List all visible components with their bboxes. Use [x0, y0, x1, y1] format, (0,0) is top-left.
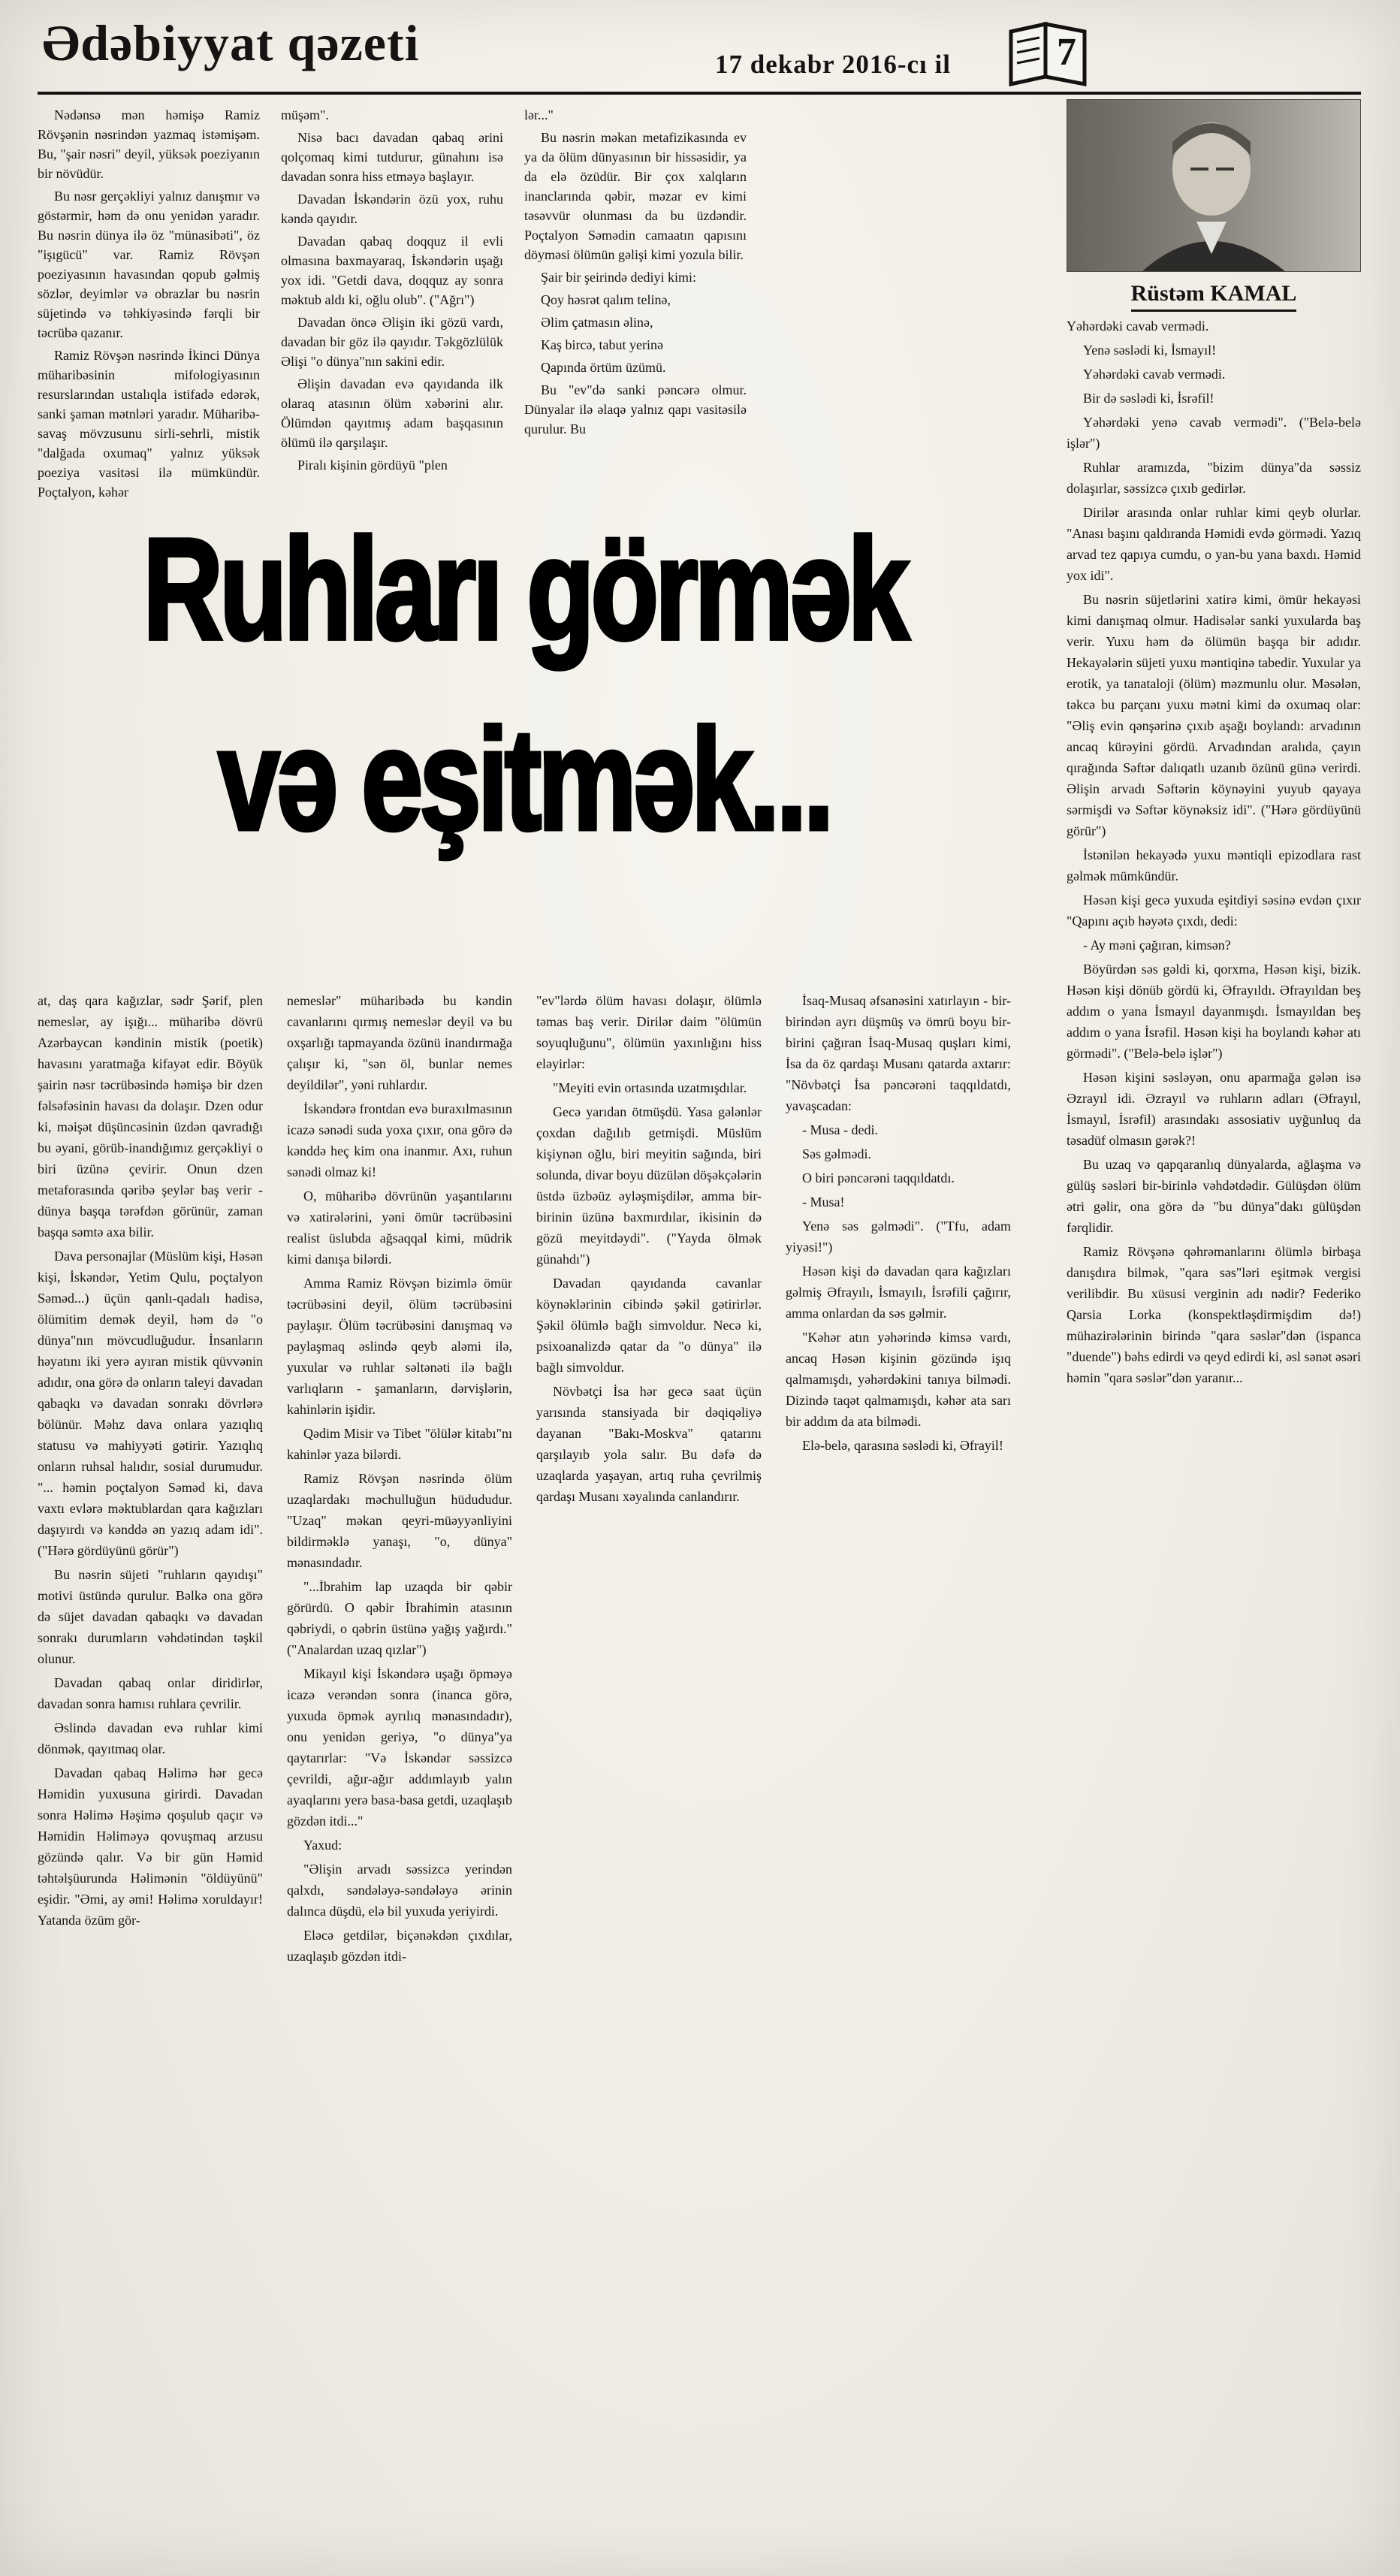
- portrait-photo: [1067, 99, 1361, 272]
- paragraph: İstənilən hekayədə yuxu məntiqli epizodlara rast gəlmək mümkündür.: [1067, 847, 1361, 883]
- headline-line-1: Ruhları görmək: [143, 509, 906, 670]
- paragraph: Həsən kişi də davadan qara kağızları gəlmiş Əfrayılı, İsmayılı, İsrəfili çağırır, amma onlardan da səs gəlmir.: [786, 1264, 1011, 1321]
- paragraph: Bu nəsrin süjeti "ruhların qayıdışı" motivi üstündə qurulur. Bəlkə ona görə də süjet davadan qabaqkı və davadan sonrakı durumların vəhdətindən təşkil olunur.: [38, 1567, 263, 1666]
- paragraph: Yəhərdəki yenə cavab vermədi". ("Belə-belə işlər"): [1067, 415, 1361, 451]
- paragraph: Dirilər arasında onlar ruhlar kimi qeyb olurlar. "Anası başını qaldıranda Həmidi evdə görmədi. Yazıq arvad tez qapıya cumdu, o yan-bu yana baxdı. Həmid yox idi".: [1067, 505, 1361, 583]
- paragraph: Eləcə getdilər, biçənəkdən çıxdılar, uzaqlaşıb gözdən itdi-: [287, 1928, 512, 1964]
- paragraph: "...İbrahim lap uzaqda bir qəbir görürdü. O qəbir İbrahimin atasının qəbriydi, o qəbrin üstünə yağış yağırdı." ("Analardan uzaq qızlar"): [287, 1579, 512, 1657]
- article-column-top-3: [524, 105, 747, 520]
- paragraph: "Əlişin arvadı səssizcə yerindən qalxdı, səndələyə-səndələyə ərinin dalınca düşdü, elə bil yuxuda yeriyirdi.: [287, 1862, 512, 1919]
- headline-line-2: və eşitmək...: [218, 699, 831, 861]
- paragraph: Nədənsə mən həmişə Ramiz Rövşənin nəsrindən yazmaq istəmişəm. Bu, "şair nəsri" deyil, yüksək poeziyanın bir növüdür.: [38, 107, 260, 181]
- paragraph: Piralı kişinin gördüyü "plen: [297, 458, 448, 473]
- author-photo: [1067, 99, 1361, 312]
- article-column-bottom-3: [536, 990, 762, 2544]
- paragraph: Yenə səslədi ki, İsmayıl!: [1083, 343, 1217, 358]
- paragraph: Qapında örtüm üzümü.: [541, 360, 666, 375]
- paragraph: - Musa!: [802, 1194, 845, 1209]
- paragraph: - Musa - dedi.: [802, 1122, 878, 1137]
- paragraph: Davadan qabaq Həlimə hər gecə Həmidin yuxusuna girirdi. Davadan sonra Həlimə Həşimə qoşulub qaçır və Həmidin Həliməyə qovuşmaq arzusu gözündə qalır. Və bir gün Həmid təhtəlşüurunda Həlimənin "öldüyünü" eşidir. "Əmi, ay əmi! Həlimə xoruldayır! Yatanda özüm gör-: [38, 1765, 263, 1928]
- paragraph: "ev"lərdə ölüm havası dolaşır, ölümlə təmas baş verir. Dirilər daim "ölümün soyuqluğunu", ölümün yaxınlığını hiss eləyirlər:: [536, 993, 762, 1071]
- article-bottom-columns: [38, 990, 1011, 2544]
- paragraph: Davadan qabaq doqquz il evli olmasına baxmayaraq, İskəndərin uşağı yox idi. "Getdi dava, doqquz ay sonra məktub aldı ki, oğlu olub". ("Ağrı"): [281, 234, 503, 307]
- paragraph: Davadan öncə Əlişin iki gözü vardı, davadan bir göz ilə qayıdır. Təkgözlülük Əlişi "o dünya"nın sakini edir.: [281, 315, 503, 369]
- paragraph: Bu nəsrin məkan metafizikasında ev ya da ölüm dünyasının bir hissəsidir, ya da elə özüdür. Bir çox xalqların inanclarında qəbir, məzar ev kimi təsəvvür olunması da bu üzdəndir. Poçtalyon Səmədin camaatın qapısını döyməsi ölümün gəlişi kimi yozula bilir.: [524, 130, 747, 262]
- paragraph: Bu uzaq və qapqaranlıq dünyalarda, ağlaşma və gülüş səsləri bir-birinlə vəhdətdədir. Gülüşdən ölüm ətri gəlir, ona görə də "bu dünya"dakı gülüşdən fərqlidir.: [1067, 1157, 1361, 1235]
- paragraph: - Ay məni çağıran, kimsən?: [1083, 938, 1231, 953]
- paragraph: Davadan qabaq onlar diridirlər, davadan sonra hamısı ruhlara çevrilir.: [38, 1675, 263, 1711]
- paragraph: Yəhərdəki cavab vermədi.: [1067, 319, 1209, 334]
- paragraph: "Meyiti evin ortasında uzatmışdılar.: [553, 1080, 747, 1095]
- article-column-bottom-1: [38, 990, 263, 2544]
- paragraph: Növbətçi İsa hər gecə saat üçün yarısında stansiyada bir dəqiqəliyə dayanan "Bakı-Moskva" qatarını qarşılayıb yola salır. Bu dəfə də uzaqlarda yaşayan, artıq ruha çevrilmiş qardaşı Musanı xəyalında canlandırır.: [536, 1384, 762, 1504]
- paragraph: Kaş bircə, tabut yerinə: [541, 337, 663, 352]
- article-column-right: [1067, 316, 1361, 2545]
- paragraph: Davadan İskəndərin özü yox, ruhu kəndə qayıdır.: [281, 192, 503, 226]
- paragraph: müşəm".: [281, 107, 329, 122]
- paragraph: Qoy həsrət qalım telinə,: [541, 292, 671, 307]
- paragraph: Ramiz Rövşən nəsrində ölüm uzaqlardakı məchulluğun hüdududur. "Uzaq" məkan qeyri-müəyyənliyini bildirməklə yanaşı, "o, dünya" mənasındadır.: [287, 1471, 512, 1570]
- paragraph: Bu "ev"də sanki pəncərə olmur. Dünyalar ilə əlaqə yalnız qapı vasitəsilə qurulur. Bu: [524, 382, 747, 436]
- paragraph: Yenə səs gəlmədi". ("Tfu, adam yiyəsi!"): [786, 1219, 1011, 1255]
- article-top-columns: [38, 105, 747, 520]
- paragraph: lər...": [524, 107, 554, 122]
- paragraph: Səs gəlmədi.: [802, 1146, 871, 1161]
- issue-date: 17 dekabr 2016-cı il: [715, 50, 951, 79]
- paragraph: Davadan qayıdanda cavanlar köynəklərinin cibində şəkil gətirirlər. Şəkil ölümlə bağlı simvoldur. Necə ki, psixoanalizdə qatar da "o dünya" ilə bağlı simvoldur.: [536, 1276, 762, 1375]
- page-number: 7: [1057, 31, 1076, 74]
- newspaper-title: Ədəbiyyat qəzeti: [42, 14, 420, 71]
- paragraph: Böyürdən səs gəldi ki, qorxma, Həsən kişi, bizik. Həsən kişi dönüb gördü ki, Əfrayıldı. Əfrayıldan beş addım o yana İsmayıl dayanmışdı. İsmayıldan beş addım o yana İsrəfil. Həsən kişi ha boylandı kəhər atı görmədi". ("Belə-belə işlər"): [1067, 962, 1361, 1061]
- paragraph: Qədim Misir və Tibet "ölülər kitabı"nı kahinlər yaza bilərdi.: [287, 1426, 512, 1462]
- paragraph: İskəndərə frontdan evə buraxılmasının icazə sənədi suda yoxa çıxır, ona görə də kənddə heç kim ona inanmır. Axı, ruhun sənədi olmaz ki!: [287, 1101, 512, 1179]
- paragraph: İsaq-Musaq əfsanəsini xatırlayın - bir-birindən ayrı düşmüş və ömrü boyu bir-birini çağıran İsaq-Musaq quşları kimi, İsa da öz qardaşı Musanı qatarda axtarır: "Növbətçi İsa pəncərəni taqqıldatdı, yavaşcadan:: [786, 993, 1011, 1113]
- paragraph: Elə-belə, qarasına səslədi ki, Əfrayil!: [802, 1438, 1003, 1453]
- paragraph: Şair bir şeirində dediyi kimi:: [541, 270, 696, 285]
- paragraph: Əslində davadan evə ruhlar kimi dönmək, qayıtmaq olar.: [38, 1720, 263, 1756]
- paragraph: Ramiz Rövşənə qəhrəmanlarını ölümlə birbaşa danışdıra bilmək, "qara səs"ləri eşitmək vergisi verilibdir. Bu xüsusi verginin adı nədir? Federiko Qarsia Lorka (konspektləşdirmişdim də!) mühazirələrinin birində "qara səslər"dən (ispanca "duende") bəhs edirdi və qeyd edirdi ki, əsl sənət əsəri həmin "qara səslər"dən yaranır...: [1067, 1244, 1361, 1385]
- paragraph: Dava personajlar (Müslüm kişi, Həsən kişi, İskəndər, Yetim Qulu, poçtalyon Səməd...) üçün qanlı-qadalı hadisə, ölümitim demək deyil, həm də "o dünya"nın mövcudluğudur. İnsanların həyatını iki yerə ayıran mistik qüvvənin adıdır, ona görə də onların taleyi davadan qabaqkı və davadan sonrakı dövrlərə bölünür. Məhz dava onlara yazıqlıq statusu və mahiyyəti gətirir. Yazıqlıq onların ruhsal halıdır, sosial durumudur. "... həmin poçtalyon Səməd ki, dava vaxtı evlərə məktublardan qara kağızları daşıyırdı və kənddə ən yazıq adam idi". ("Hərə gördüyünü görür"): [38, 1249, 263, 1558]
- article-column-top-1: [38, 105, 260, 520]
- paragraph: Bir də səslədi ki, İsrəfil!: [1083, 391, 1214, 406]
- paragraph: Mikayıl kişi İskəndərə uşağı öpməyə icazə verəndən sonra (inanca görə, yuxuda öpmək ayrılıq mənasındadır), onu yenidən geriyə, "o dünya"ya qaytarırlar: "Və İskəndər səssizcə çevrildi, ağır-ağır addımlayıb yalın ayaqlarını yerə basa-basa getdi, uzaqlaşıb gözdən itdi...": [287, 1666, 512, 1829]
- paragraph: Həsən kişi gecə yuxuda eşitdiyi səsinə evdən çıxır "Qapını açıb həyətə çıxdı, dedi:: [1067, 892, 1361, 929]
- paragraph: Bu nəsr gerçəkliyi yalnız danışmır və göstərmir, həm də onu yenidən yaradır. Bu nəsrin dünya ilə öz "münasibəti", öz "işıgücü" var. Ramiz Rövşən poeziyasının havasından qopub gəlmiş sözlər, deyimlər və obrazlar bu nəsrin süjetində və təhkiyəsində fərqli bir təcrübə qazanır.: [38, 189, 260, 340]
- paragraph: O, müharibə dövrünün yaşantılarını və xatirələrini, yəni ömür təcrübəsini realist üslubda ağsaqqal kimi, müdrik kimi danışa bilərdi.: [287, 1188, 512, 1267]
- paragraph: Amma Ramiz Rövşən bizimlə ömür təcrübəsini deyil, ölüm təcrübəsini paylaşır. Ölüm təcrübəsini danışmaq və paylaşmaq əslində qeyb aləmi ilə, yuxular və ruhlar səltənəti ilə bağlı varlıqların - şamanların, dərvişlərin, kahinlərin işidir.: [287, 1276, 512, 1417]
- page-number-badge: [1005, 20, 1091, 87]
- paragraph: Həsən kişini səsləyən, onu aparmağa gələn isə Əzrayıl idi. Əzrayıl və ruhların adları (Əfrayıl, İsmayıl, İsrəfil) arasındakı assosiativ uyğunluq da təsadüf olmasın gərək?!: [1067, 1070, 1361, 1148]
- article-column-bottom-2: [287, 990, 512, 2544]
- feature-headline: [36, 494, 1012, 875]
- paragraph: Gecə yarıdan ötmüşdü. Yasa gələnlər çoxdan dağılıb getmişdi. Müslüm kişiynən oğlu, biri meyitin sağında, biri solunda, divar boyu düzülən döşəkçələrin üstdə üzbəüz əyləşmişdilər, amma bir-birinin üzünə baxmırdılar, ikisinin də gözü meyitdəydi". ("Yayda ölmək günahdı"): [536, 1104, 762, 1267]
- paragraph: "Kəhər atın yəhərində kimsə vardı, ancaq Həsən kişinin gözündə işıq qalmamışdı, yəhərdəkini tanıya bilmədi. Dizində taqət qalmamışdı, kəhər ata sarı bir addım da ata bilmədi.: [786, 1330, 1011, 1429]
- paragraph: O biri pəncərəni taqqıldatdı.: [802, 1170, 955, 1185]
- paragraph: Bu nəsrin süjetlərini xatirə kimi, ömür hekayəsi kimi danışmaq olmur. Hadisələr sanki yuxularda baş verir. Yuxu həm də ölümün başqa bir adıdır. Hekayələrin süjeti yuxu məntiqinə tabedir. Yuxular ya erotik, ya tanataloji (ölüm) məzmunlu olur. Məsələn, təkcə bu parçanı yuxu mətni kimi də oxumaq olar: "Əliş evin qənşərinə çıxıb aşağı boylandı: arvadının ancaq kürəyini gördü. Arvadından aralıda, çayın qırağında Səftər dalıqatlı uzanıb özünü günə verirdi. Əlişin arvadı Səftərin köynəyini yuyub qayaya sərmişdi və Səftər köynəksiz idi". ("Hərə gördüyünü görür"): [1067, 592, 1361, 838]
- paragraph: at, daş qara kağızlar, sədr Şərif, plen nemeslər, ay işığı... müharibə dövrü Azərbaycan kəndinin mistik (poetik) havasını yaratmağa kifayət edir. Böyük şairin nəsr təcrübəsində həmişə bir dzen fəlsəfəsinin havası da dolaşır. Dzen odur ki, məişət düşüncəsinin üzdən qavradığı bu əyani, görüb-inandığımız gerçəkliyi o biri üzünə çevirir. Onun dzen metaforasında qəribə şeylər baş verir - dünya başqa tərəfdən görünür, zaman başqa səmtə axa bilir.: [38, 993, 263, 1240]
- paragraph: Əlim çatmasın əlinə,: [541, 315, 653, 330]
- paragraph: Yəhərdəki cavab vermədi.: [1083, 367, 1226, 382]
- paragraph: Nisə bacı davadan qabaq ərini qolçomaq kimi tutdurur, günahını isə davadan sonra hiss etməyə başlayır.: [281, 130, 503, 184]
- paragraph: Əlişin davadan evə qayıdanda ilk olaraq atasının ölüm xəbərini alır. Ölümdən qayıtmış adam başqasının ölümü ilə qarşılaşır.: [281, 376, 503, 450]
- paragraph: Ruhlar aramızda, "bizim dünya"da səssiz dolaşırlar, səssizcə çıxıb gedirlər.: [1067, 460, 1361, 496]
- photo-caption: Rüstəm KAMAL: [1131, 281, 1297, 312]
- paragraph: nemeslər" müharibədə bu kəndin cavanlarını qırmış nemeslər deyil və bu oxşarlığı tapmayanda özünü inandırmağa çalışır ki, "sən öl, bunlar nemes deyildilər", yəni ruhlardır.: [287, 993, 512, 1092]
- paragraph: Ramiz Rövşən nəsrində İkinci Dünya müharibəsinin mifologiyasının resurslarından ustalıqla istifadə edərək, sanki şaman mətnləri yaradır. Müharibə-savaş mövzusunu sirli-sehrli, mistik "dalğada oxumaq" yalnız yüksək poeziya vasitəsi ilə mümkündür. Poçtalyon, kəhər: [38, 348, 260, 500]
- article-column-bottom-4: [786, 990, 1011, 2544]
- masthead-rule: [38, 92, 1361, 95]
- article-column-top-2: [281, 105, 503, 520]
- paragraph: Yaxud:: [303, 1838, 342, 1853]
